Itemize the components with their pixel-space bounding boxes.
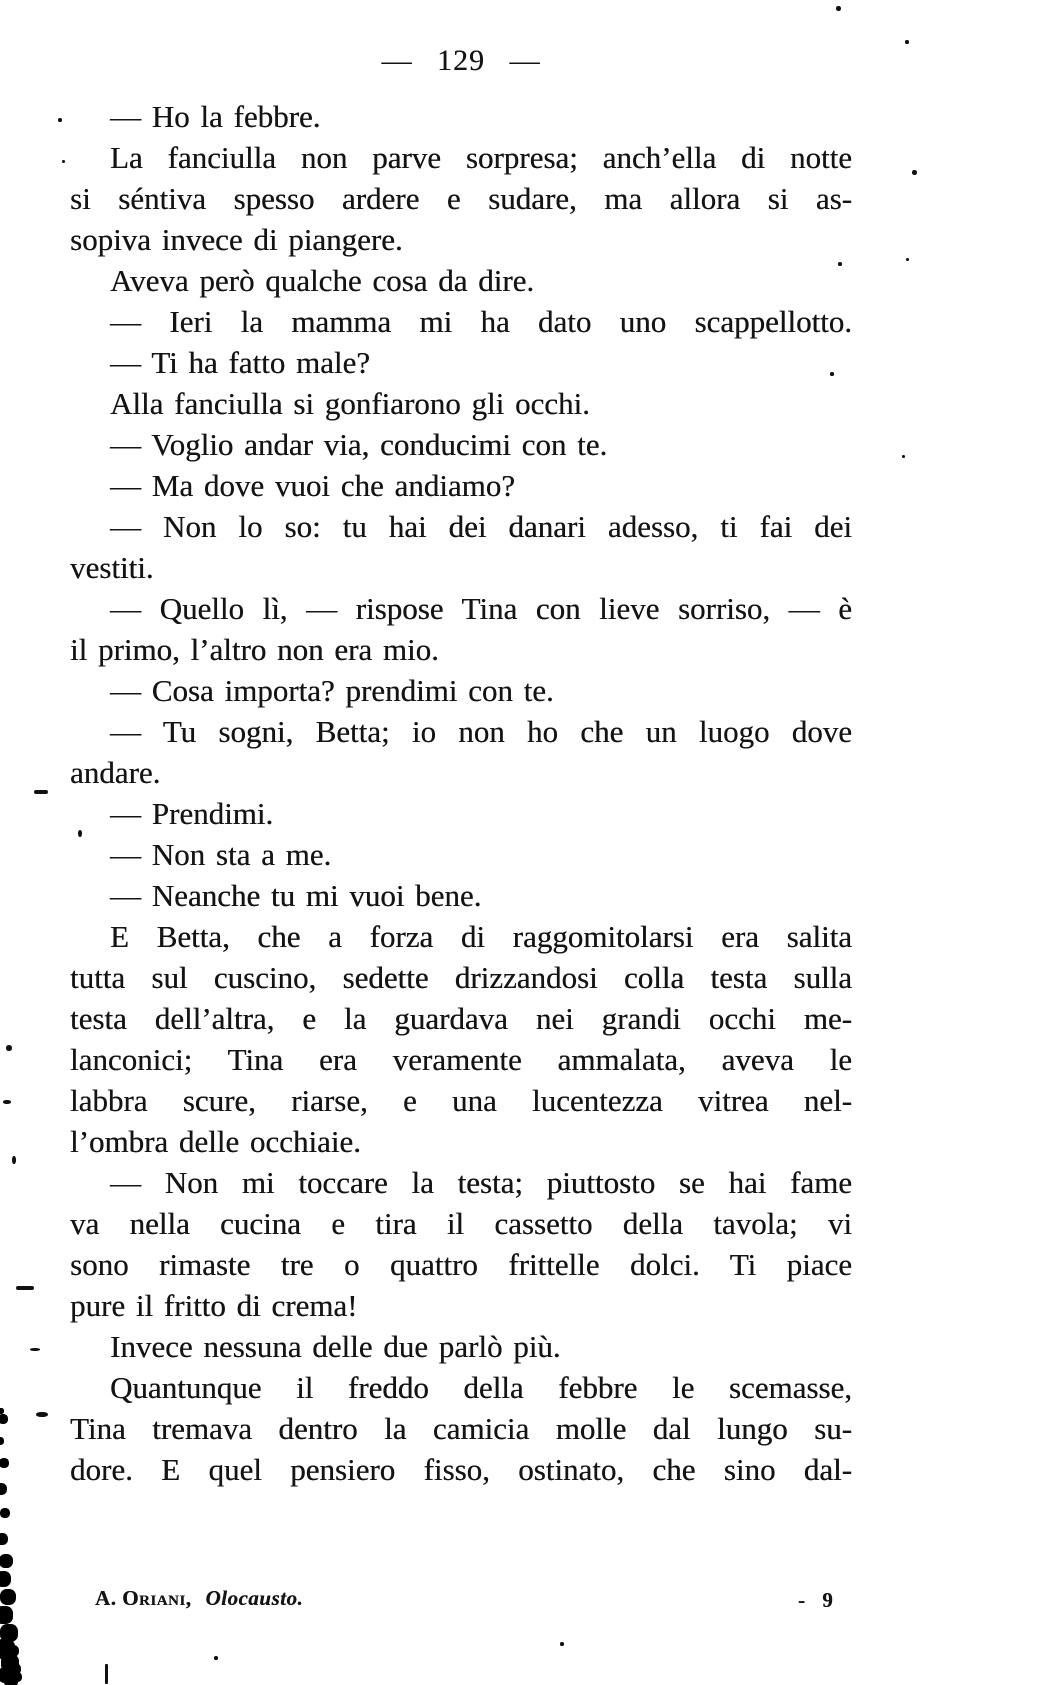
text-line: Aveva però qualche cosa da dire. [110, 263, 535, 298]
text-line: labbra scure, riarse, e una lucentezza vitrea nel- [70, 1083, 852, 1118]
text-line: — Voglio andar via, conducimi con te. [110, 427, 608, 462]
text-line: — Ieri la mamma mi ha dato uno scappellotto. [110, 304, 852, 339]
text-line: — Cosa importa? prendimi con te. [110, 673, 554, 708]
scan-speck [12, 1156, 16, 1164]
text-line: dore. E quel pensiero fisso, ostinato, che sino dal- [70, 1452, 852, 1487]
scan-speck [6, 1045, 12, 1051]
text-line: — Quello lì, — rispose Tina con lieve sorriso, — è [110, 591, 852, 626]
text-block [70, 96, 852, 1490]
scan-speck [902, 455, 905, 458]
text-line: Tina tremava dentro la camicia molle dal lungo su- [70, 1411, 852, 1446]
text-line: — Non mi toccare la testa; piuttosto se hai fame [110, 1165, 852, 1200]
scan-speck [30, 1348, 40, 1351]
scan-speck [16, 1286, 34, 1290]
scan-speck [62, 160, 65, 163]
text-line: l’ombra delle occhiaie. [70, 1124, 361, 1159]
scan-speck [560, 1642, 564, 1646]
text-line: si séntiva spesso ardere e sudare, ma allora si as- [70, 181, 852, 216]
scan-speck [78, 830, 82, 837]
footer-book-title: Olocausto. [205, 1586, 304, 1610]
text-line: — Non lo so: tu hai dei danari adesso, ti fai dei [110, 509, 852, 544]
scan-speck [36, 1412, 48, 1417]
text-line: il primo, l’altro non era mio. [70, 632, 439, 667]
printer-signature: - 9 [798, 1588, 839, 1612]
footer-author: A. Oriani, [95, 1586, 192, 1610]
scan-speck [214, 1656, 218, 1660]
text-line: — Ma dove vuoi che andiamo? [110, 468, 515, 503]
text-line: La fanciulla non parve sorpresa; anch’ella di notte [110, 140, 852, 175]
text-line: pure il fritto di crema! [70, 1288, 358, 1323]
scan-speck [34, 790, 48, 794]
page-number: — 129 — [381, 44, 541, 77]
scan-speck [58, 118, 62, 122]
footer [95, 1586, 303, 1611]
text-line: lanconici; Tina era veramente ammalata, aveva le [70, 1042, 852, 1077]
scan-ink-blob [0, 1408, 4, 1414]
text-line: — Tu sogni, Betta; io non ho che un luogo dove [110, 714, 852, 749]
scan-speck [836, 6, 841, 11]
scan-speck [905, 40, 909, 44]
scan-speck [906, 258, 909, 261]
text-line: va nella cucina e tira il cassetto della tavola; vi [70, 1206, 852, 1241]
scan-speck [912, 170, 917, 175]
text-line: Invece nessuna delle due parlò più. [110, 1329, 561, 1364]
text-line: — Ti ha fatto male? [110, 345, 370, 380]
text-line: — Neanche tu mi vuoi bene. [110, 878, 482, 913]
text-line: sono rimaste tre o quattro frittelle dolci. Ti piace [70, 1247, 852, 1282]
text-line: Alla fanciulla si gonfiarono gli occhi. [110, 386, 590, 421]
text-line: — Ho la febbre. [110, 99, 321, 134]
text-line: — Non sta a me. [110, 837, 332, 872]
text-line: testa dell’altra, e la guardava nei grandi occhi me- [70, 1001, 852, 1036]
scan-speck [830, 372, 834, 376]
scan-speck [105, 1664, 108, 1684]
text-line: andare. [70, 755, 161, 790]
scan-speck [3, 1100, 11, 1104]
text-line: E Betta, che a forza di raggomitolarsi era salita [110, 919, 852, 954]
text-line: — Prendimi. [110, 796, 274, 831]
text-line: vestiti. [70, 550, 154, 585]
scan-speck [838, 262, 842, 266]
text-line: tutta sul cuscino, sedette drizzandosi colla testa sulla [70, 960, 852, 995]
text-line: Quantunque il freddo della febbre le scemasse, [110, 1370, 852, 1405]
text-line: sopiva invece di piangere. [70, 222, 403, 257]
